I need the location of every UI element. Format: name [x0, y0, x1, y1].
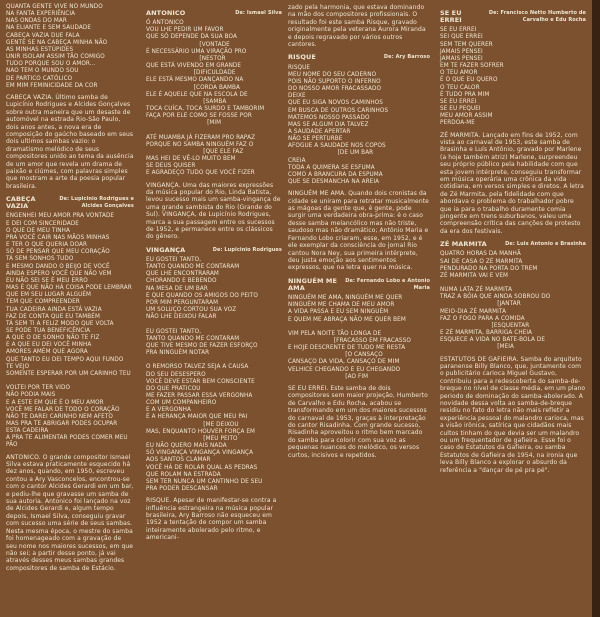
column-3 [288, 4, 430, 463]
song-title: SE EU ERREI [440, 9, 462, 25]
commentary-paragraph: RISQUE. Apesar de manifestar-se contra a influência estrangeira na música popular brasileira, Ary Barroso não esqueceu em 1952 a tentação de compor um samba inteiramente abolerado pelo ritmo, e americani- [146, 497, 279, 542]
lyrics-block: RISQUE MEU NOME DO SEU CADERNO POIS NÃO SUPORTO O INFERNO DO NOSSO AMOR FRACASSADO DEIXE QUE EU SIGA NOVOS CAMINHOS EM BUSCA DE OUTROS CARINHOS MATEMOS NOSSO PASSADO MAS SE ALGUM DIA TALVEZ A SAUDADE APERTAR NÃO SE PERTURBE AFOGUE A SAUDADE NOS COPOS [DE UM BAR CREIA TODA A QUIMERA SE ESFUMA COMO A BRANCURA DA ESPUMA QUE SE DESMANCHA NA AREIA [288, 64, 389, 186]
song-credit: De: Lupicinio Rodrigues [212, 246, 282, 253]
song-heading [288, 278, 430, 292]
song-heading [6, 196, 134, 210]
page-edge [592, 0, 600, 617]
song-title: ANTONICO [146, 9, 186, 17]
lyrics-block: QUATRO HORAS DA MANHÃ SAI DE CASA O ZÉ MARMITA PENDURADO NA PORTA DO TREM ZÉ MARMITA VAI E VEM NUMA LATA ZÉ MARMITA TRAZ A BÓIA QUE AINDA SOBROU DO [JANTAR MEIO-DIA ZÉ MARMITA FAZ O FOGO PARA A COMIDA [ESQUENTAR E ZÉ MARMITA, BARRIGA CHEIA ESQUECE A VIDA NO BATE-BOLA DE [MEIA [440, 251, 551, 351]
column-4 [440, 4, 586, 478]
song-title: VINGANÇA [146, 245, 186, 254]
commentary-paragraph: ZÉ MARMITA. Lançado em fins de 1952, com vista ao carnaval de 1953, este samba de Brasinha e Luís Antônio, gravado por Marlene (a hoje também atriz) Marlene, surpreendeu seu próprio público pela habilidade com que esta jovem intérprete, conseguiu transformar em música operária uma crônica da vida cotidiana, em versos simples e diretos. A letra de Zé Marmita, pela fidelidade com que abordava o problema do trabalhador pobre que ia para o trabalho duramente comia pingente em trens suburbanos, valeu uma compreensão crítica das canções de protesto da era dos festivais. [440, 131, 586, 235]
commentary-paragraph: CABEÇA VAZIA. Último samba de Lupicínio Rodrigues e Alcides Gonçalves sobre outra maneira que um desaste de automóvel na estrada Rio-São Paulo, dois anos antes, a nova era de composição do gaúcho baseado em seus dois ultimos sambas vazio: o dramatismo melódico de seus compositores unido ao tema da ausência de um amor que revela um drama de paixão e ciúmes, com palavras simples que mostram a arte da poesia popular brasileira. [6, 93, 136, 190]
song-credit: De: Lupicinio Rodrigues e Alcides Gonçalves [59, 196, 134, 210]
commentary-paragraph: SE EU ERREI. Este samba de dois compositores sem maior projeção, Humberto de Carvalho e Edu Rocha, acabou se transformando em um dos maiores sucessos do carnaval de 1953, graças à interpretação do cantor Risadinha. Com grande sucesso, Risadinha aproveitou o ritmo bem marcado do samba para colorir com sua voz as pequenas nuances do melódico, os versos curtos, incisivos e repetidos. [288, 384, 430, 459]
column-1 [6, 4, 134, 576]
lyrics-block: SE EU ERREI SEI QUE ERREI SEM TEM QUERER JAMAIS PENSEI JAMAIS PENSEI EM TE FAZER SOFRER O TEU AMOR É O QUE EU QUERO O TEU CALOR É TUDO PRA MIM SE EU ERREI SE EU PEQUEI MEU AMOR ASSIM PERDOA-ME [440, 27, 504, 127]
commentary-paragraph: VINGANÇA. Uma das maiores expressões da música popular do Rio, Linda Batista, levou sucesso mais um samba-vingança de uma grande sambista do Rio (Grande do Sul). VINGANÇA, de Lupicínio Rodrigues, marca a sua passagem entre os sucessos de 1952, e permanece entre os clássicos do gênero. [146, 181, 283, 241]
lyrics-block: NINGUÉM ME AMA, NINGUÉM ME QUER NINGUÉM ME CHAMA DE MEU AMOR A VIDA PASSA E EU SEM NINGUÉM E QUEM ME ABRAÇA NÃO ME QUER BEM VIM PELA NOITE TÃO LONGA DE [FRACASSO EM FRACASSO E HOJE DESCRENTE DE TUDO ME RESTA [O CANSAÇO CANSAÇO DA VIDA, CANSAÇO DE MIM VELHICE CHEGANDO E EU CHEGANDO [AO FIM [288, 295, 411, 380]
column-2 [146, 4, 282, 546]
song-title: CABEÇA VAZIA [6, 195, 36, 211]
song-title: NINGUÉM ME AMA [288, 276, 337, 292]
song-title: ZÉ MARMITA [440, 240, 487, 249]
song-credit: De: Fernando Lobo e Antonio Maria [345, 277, 430, 291]
song-heading [146, 247, 282, 254]
song-title: RISQUE [288, 53, 316, 62]
lyrics-block: ENGENHEI MEU AMOR PRA VONTADE E DEI COM SINCERIDADE O QUE DE MEU TINHA PRA VOCÊ CAIR NAS MÃOS MINHAS E TER O QUE QUERIA DOAR SÓ DE PENSAR QUE MEU CORAÇÃO TÁ SEM SONHOS TUDO E MESMO DANDO O BEIJO DE VOCÊ AINDA ESPERO VOCÊ QUE NÃO VEM EU NÃO SEI SE É MEU ERRO MAS É QUE NÃO HÁ COISA PODE LEMBRAR QUE EM SEU LUGAR ALGUÉM TEM QUE COMPREENDER TUA CADEIRA AINDA ESTÁ VAZIA FAZ DE CONTA QUE EU TAMBÉM TÁ SEM TI A FELIZ MODO QUE VOLTA SE PODE TUA BENEFICÊNCIA A QUE O DE SONHO NÃO TE FIZ E A QUE EU DEI VOCÊ MINHA AMORES AMÉM QUE AGORA QUE TANTO EU DEI TEMPO AQUI FUNDO TE VEJO SOMENTE ESPERAR POR UM CARINHO TEU VOLTEI POR TER VIDO NÃO PODIA MAIS E A ESTE EM QUE É O MEU AMOR VOCÊ ME FALAR DE TODO O CORAÇÃO NÃO TE DAREI CARINHO NEM AFETO MAS PRA TE ABRIGAR PODES OCUPAR ESTA CADEIRA A PRA TE ALIMENTAR PODES COMER MEU PÃO [6, 213, 132, 449]
lyrics-block: EU GOSTEI TANTO, TANTO QUANDO ME CONTARAM QUE LHE ENCONTRARAM CHORANDO E BEBENDO NA MESA DE UM BAR E QUE QUANDO OS AMIGOS DO PEITO POR MIM PERGUNTARAM UM SOLUÇO CORTOU SUA VOZ NÃO LHE DEIXOU FALAR EU GOSTEI TANTO, TANTO QUANDO ME CONTARAM QUE TIVE MESMO DE FAZER ESFORÇO PRA NINGUÉM NOTAR O REMORSO TALVEZ SEJA A CAUSA DO SEU DESESPERO VOCÊ DEVE ESTAR BEM CONSCIENTE DO QUE PRATICOU ME FAZER PASSAR ESSA VERGONHA COM UM COMPANHEIRO E A VERGONHA É A HERANÇA MAIOR QUE MEU PAI [ME DEIXOU MAS, ENQUANTO HOUVER FORÇA EM [MEU PEITO EU NÃO QUERO MAIS NADA SÓ VINGANÇA VINGANÇA VINGANÇA AOS SANTOS CLAMAR VOCÊ HÁ DE ROLAR QUAL AS PEDRAS QUE ROLAM NA ESTRADA SEM TER NUNCA UM CANTINHO DE SEU PRA PODER DESCANSAR [146, 257, 263, 492]
song-heading [146, 10, 282, 17]
song-heading [440, 241, 586, 248]
lyrics-block: Ó ANTONICO VOU LHE PEDIR UM FAVOR QUE SÓ DEPENDE DA SUA BOA [VONTADE É NECESSÁRIO UMA VIRAÇÃO PRO [NESTOR QUE ESTÁ VIVENDO EM GRANDE [DIFICULDADE ELE ESTÁ MESMO DANÇANDO NA [CORDA BAMBA ELE É AQUELE QUE NA ESCOLA DE [SAMBA TOCA CUÍCA, TOCA SURDO E TAMBORIM FAÇA POR ELE COMO SE FOSSE POR [MIM ATÉ MUAMBA JÁ FIZERAM PRO RAPAZ PORQUE NO SAMBA NINGUÉM FAZ O [QUE ELE FAZ MAS HEI DE VÊ-LO MUITO BEM SE DEUS QUISER E AGRADEÇO TUDO QUE VOCÊ FIZER [146, 20, 265, 177]
song-credit: De: Luis Antonio e Brasinha [505, 241, 586, 248]
song-credit: De: Ismael Silva [235, 10, 282, 16]
song-heading [440, 10, 586, 24]
commentary-paragraph: ANTONICO. O grande compositor Ismael Silva estava praticamente esquecido há dez anos, quando, em 1950, escreveu contou a Ary Vasconcelos, encontrou-se com o cantor Alcides Gerardi em um bar, e pediu-lhe que gravasse um samba de sua autoria. Antonico foi lançado na voz de Alcides Gerardi e, algum tempo depois, Ismael Silva, conseguiu gravar com sucesso uma série de seus sambas. Nesta mesma época, o mestre do samba foi homenageado com a gravação de seu nome nos maiores sucessos, em que não sei; a partir desse ponto, já vai através desses meus sambas grandes compositores de samba de Estácio. [6, 453, 136, 572]
lyrics-block: QUANTA GENTE VIVE NO MUNDO NA FANTA EXPERIÊNCIA NAS ONDAS DO MAR NA ELIANTE E SEM SAUDADE CABEÇA VAZIA DUE FALA GENTE SE NA CABEÇA MINHA NÃO AS MINHAS ESTÚPIDES UNIR ISOLAM ASSIM TÃO COMIGO TUDO PORQUE SOU O AMOR... NAO TEM O MUNDO SOU DE PARTICO CATÓLICO EM MIM FEMINICIDADE DA COR [6, 4, 108, 89]
song-heading [288, 54, 430, 61]
commentary-paragraph: NINGUÉM ME AMA. Quando dois cronistas da cidade se uniram para retratar musicalmente as mágoas da gente que, é gente, pode surgir uma verdadeira obra-prima: é o caso desse samba melancólico mas não triste, saudoso mas não dramático; Antônio Maria e Fernando Lobo criaram, esse, em 1952, e é ele exemplar da consciência do jornal Rio cantou Nora Ney, sua primeira intérprete, deu justa emoção aos sentimentos expressos, que na letra quer na música. [288, 190, 431, 272]
song-credit: De: Francisco Netto Humberto de Carvalho e Edu Rocha [488, 10, 586, 24]
song-credit: De: Ary Barroso [383, 54, 430, 61]
commentary-paragraph: zado pela harmonia, que estava dominando na mão dos compositores profissionais. O resultado foi este samba Risque, gravado originalmente pela veterana Aurora Miranda e depois regravado por vários outros cantores. [288, 4, 428, 49]
commentary-paragraph: ESTATUTOS DE GAFIEIRA. Samba do arquiteto paranense Billy Blanco, que, juntamente com o publicitário carioca Miguel Gustavo, contribuiu para a redescoberta do samba-de-breque no nível de classe média, em um plano periodo de dominação do samba-abolerado. A novidade dessa volta ao samba-de-breque residiu no fato do letra não mais refletir a experiência pessoal do malandro carioca, mas a visão irônica, satírica que cidadãos mais cultos tinham do que devia ser um malandro ou um frequentador de gafieira. Esse foi o caso de Estatutos da Gafieira, ou samba Estatutos de Gafieira de 1954, na ironia que leva Billy Blanco a explorar o absurdo da referência a "dançar de pé pra pé". [440, 355, 588, 474]
